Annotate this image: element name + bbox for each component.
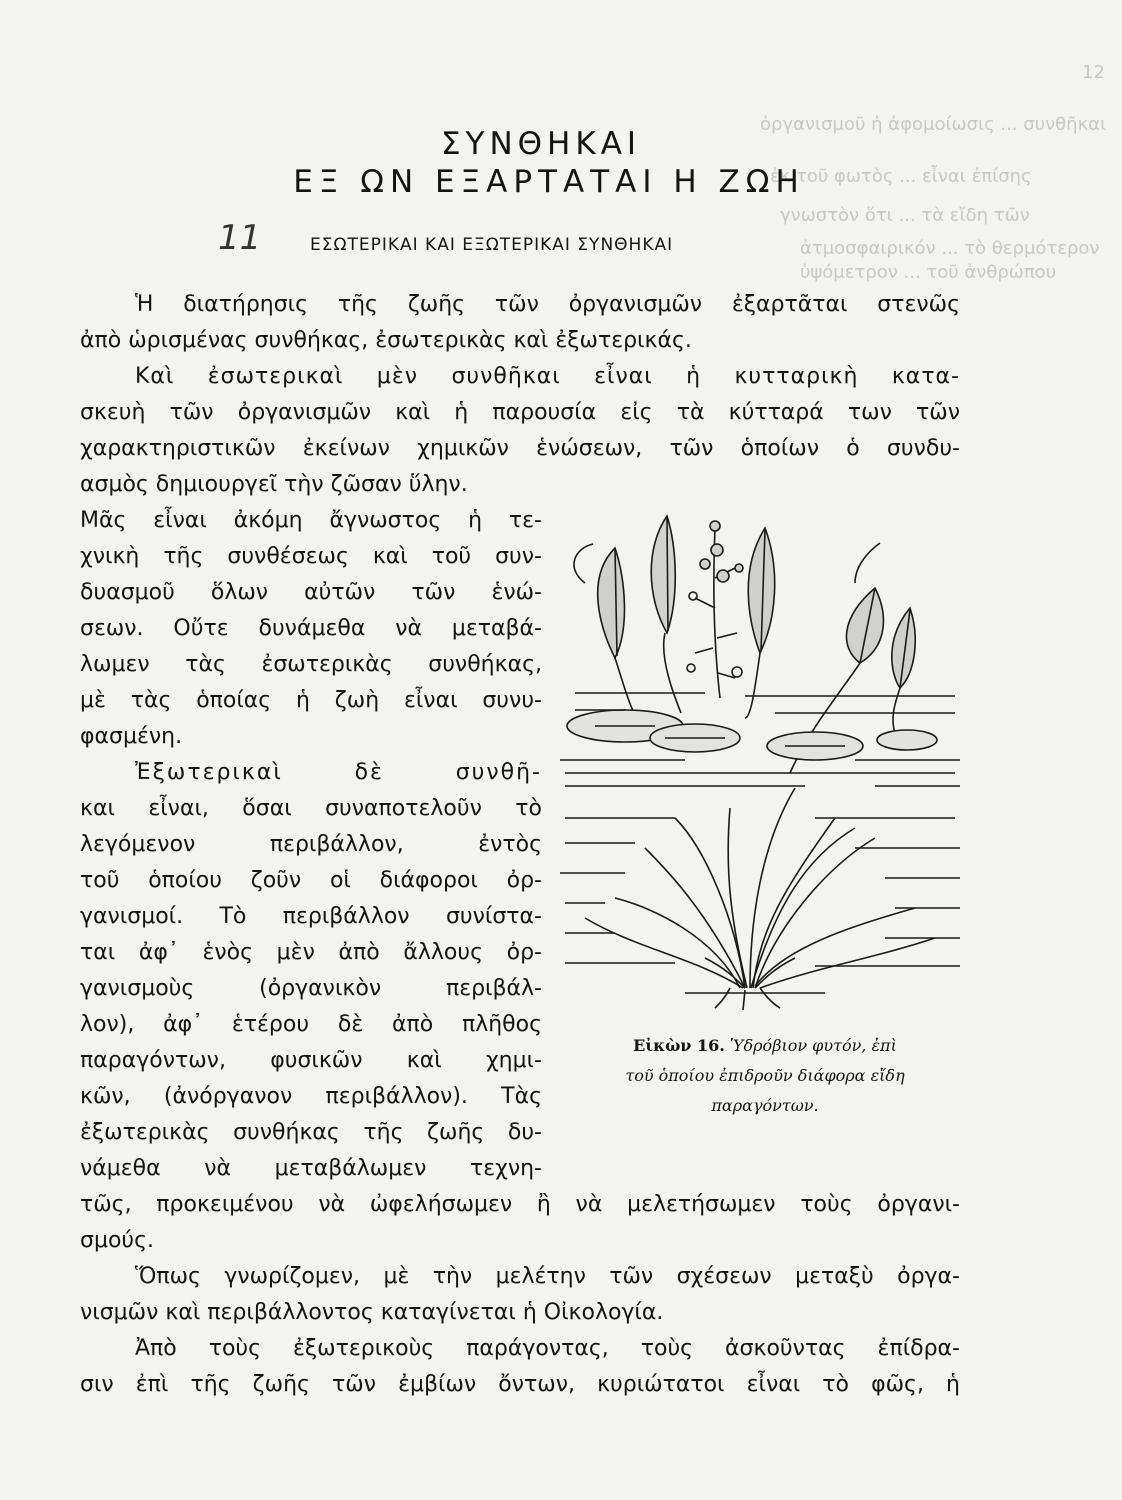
aquatic-plant-illustration	[555, 488, 965, 1016]
figure-caption-line2: τοῦ ὁποίου ἐπιδροῦν διάφορα εἴδη	[625, 1066, 905, 1085]
text-line: λον), ἀφ᾿ ἑτέρου δὲ ἀπὸ πλῆθος	[80, 1012, 542, 1037]
text-line: λεγόμενον περιβάλλον, ἐντὸς	[80, 832, 542, 857]
text-line: ται ἀφ᾿ ἑνὸς μὲν ἀπὸ ἄλλους ὀρ-	[80, 940, 542, 965]
figure-caption-line3: παραγόντων.	[711, 1096, 819, 1115]
text-line: σιν ἐπὶ τῆς ζωῆς τῶν ἐμβίων ὄντων, κυριώτατοι εἶναι τὸ φῶς, ἡ	[80, 1372, 960, 1397]
text-line: τῶς, προκειμένου νὰ ὠφελήσωμεν ἢ νὰ μελετήσωμεν τοὺς ὀργανι-	[80, 1192, 960, 1217]
text-line: χαρακτηριστικῶν ἐκείνων χημικῶν ἑνώσεων, τῶν ὁποίων ὁ συνδυ-	[80, 436, 960, 461]
emergent-leaf	[598, 548, 641, 716]
bleed-page-number: 12	[1082, 62, 1105, 83]
bleed-line: γνωστὸν ὅτι ... τὰ εἴδη τῶν	[780, 205, 1030, 226]
text-line: Ἀπὸ τοὺς ἐξωτερικοὺς παράγοντας, τοὺς ἀσκοῦντας ἐπίδρα-	[135, 1336, 960, 1361]
text-line: δυασμοῦ ὅλων αὐτῶν τῶν ἑνώ-	[80, 580, 542, 605]
text-line: ασμὸς δημιουργεῖ τὴν ζῶσαν ὕλην.	[80, 472, 468, 497]
text-line: και εἶναι, ὅσαι συναποτελοῦν τὸ	[80, 796, 542, 821]
text-line: ἀπὸ ὡρισμένας συνθήκας, ἐσωτερικὰς καὶ ἐξωτερικάς.	[80, 328, 692, 353]
text-line: κῶν, (ἀνόργανον περιβάλλον). Τὰς	[80, 1084, 542, 1109]
text-line: Ὅπως γνωρίζομεν, μὲ τὴν μελέτην τῶν σχέσεων μεταξὺ ὀργα-	[135, 1264, 960, 1289]
text-line: σκευὴ τῶν ὀργανισμῶν καὶ ἡ παρουσία εἰς τὰ κύτταρά των τῶν	[80, 400, 960, 425]
text-line: σεων. Οὔτε δυνάμεθα νὰ μεταβά-	[80, 616, 542, 641]
text-line: Καὶ ἐσωτερικαὶ μὲν συνθῆκαι εἶναι ἡ κυτταρικὴ κατα-	[135, 364, 960, 389]
text-line: χνικὴ τῆς συνθέσεως καὶ τοῦ συν-	[80, 544, 542, 569]
text-line: φασμένη.	[80, 724, 183, 749]
text-line: νάμεθα νὰ μεταβάλωμεν τεχνη-	[80, 1156, 542, 1181]
figure-label: Εἰκὼν 16.	[633, 1036, 725, 1055]
bleed-line: ἀτμοσφαιρικόν ... τὸ θερμότερον	[800, 238, 1100, 259]
text-line: σμούς.	[80, 1228, 155, 1253]
text-line: ἐξωτερικὰς συνθήκας τῆς ζωῆς δυ-	[80, 1120, 542, 1145]
text-line: τοῦ ὁποίου ζοῦν οἱ διάφοροι ὀρ-	[80, 868, 542, 893]
chapter-title-line2: ΕΞ ΩΝ ΕΞΑΡΤΑΤΑΙ Η ΖΩΗ	[293, 164, 805, 200]
bleed-line: ὀργανισμοῦ ἡ ἀφομοίωσις ... συνθῆκαι	[760, 114, 1107, 135]
figure-caption-line1	[575, 1036, 955, 1055]
chapter-title-line1: ΣΥΝΘΗΚΑΙ	[440, 126, 642, 162]
text-line: Μᾶς εἶναι ἀκόμη ἄγνωστος ἡ τε-	[80, 508, 542, 533]
text-line: Ἐξωτερικαὶ δὲ συνθῆ-	[135, 760, 542, 785]
bleed-line: ἐκ τοῦ φωτὸς ... εἶναι ἐπίσης	[770, 166, 1032, 187]
section-subtitle: ΕΣΩΤΕΡΙΚΑΙ ΚΑΙ ΕΞΩΤΕΡΙΚΑΙ ΣΥΝΘΗΚΑΙ	[310, 235, 674, 255]
handwritten-mark: 11	[218, 218, 262, 258]
text-line: παραγόντων, φυσικῶν καὶ χημι-	[80, 1048, 542, 1073]
text-line: νισμῶν καὶ περιβάλλοντος καταγίνεται ἡ Οἰκολογία.	[80, 1300, 664, 1325]
bleed-line: ὑψόμετρον ... τοῦ ἀνθρώπου	[800, 262, 1057, 283]
text-line: γανισμοὺς (ὀργανικὸν περιβάλ-	[80, 976, 542, 1001]
text-line: λωμεν τὰς ἐσωτερικὰς συνθήκας,	[80, 652, 542, 677]
figure-caption-text: Ὑδρόβιον φυτόν, ἐπὶ	[729, 1036, 897, 1055]
text-line: μὲ τὰς ὁποίας ἡ ζωὴ εἶναι συνυ-	[80, 688, 542, 713]
text-line: γανισμοί. Τὸ περιβάλλον συνίστα-	[80, 904, 542, 929]
text-line: Ἡ διατήρησις τῆς ζωῆς τῶν ὀργανισμῶν ἐξαρτᾶται στενῶς	[135, 292, 960, 317]
